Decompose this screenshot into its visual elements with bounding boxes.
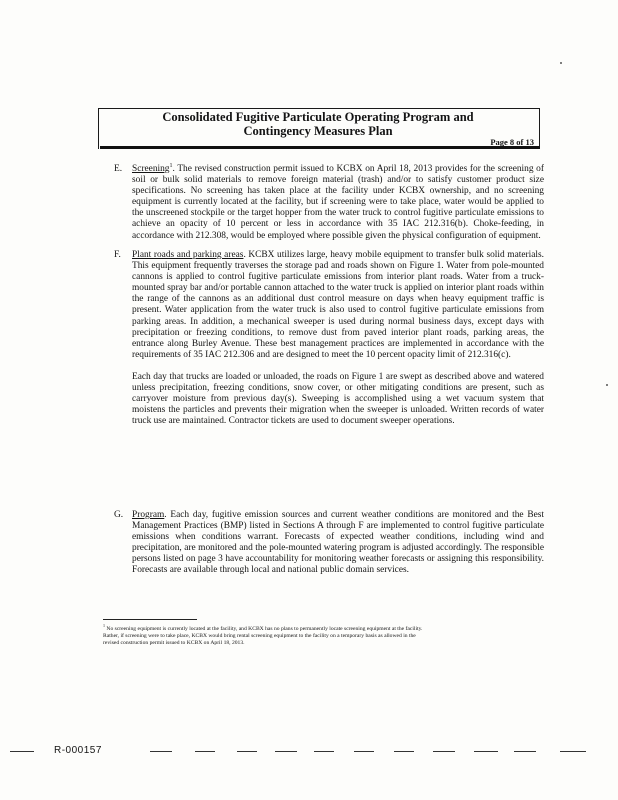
scan-dash [474, 751, 498, 752]
header-box-shadow [100, 146, 540, 149]
scan-dash [394, 751, 414, 752]
section-letter: G. [114, 510, 124, 520]
title-line-1: Consolidated Fugitive Particulate Operating Program and [162, 110, 474, 124]
scan-dash [237, 751, 257, 752]
scan-dash [195, 751, 215, 752]
section-heading: Plant roads and parking areas [132, 250, 244, 260]
page-number: Page 8 of 13 [490, 137, 534, 147]
section-letter: E. [114, 164, 123, 174]
footnote-text: No screening equipment is currently located at the facility, and KCBX has no plans to permanently locate screening equipment at the facility. Rather, if screening were to take place, KCBX would bring rental screening equipment to the facility on a temporary basis as allowed in the revised construction permit issued to KCBX on April 18, 2013. [103, 625, 423, 647]
section-text: . KCBX utilizes large, heavy mobile equipment to transfer bulk solid materials. This equipment frequently traverses the storage pad and roads shown on Figure 1. Water from pole-mounted cannons is applied to control fugitive particulate emissions from interior plant roads. Water from a truck-mounted spray bar and/or portable cannon attached to the water truck is applied on interior plant roads within the range of the cannons as an additional dust control measure on days when heavy equipment traffic is present. Water application from the water truck is also used to control fugitive particulate emissions from parking areas. In addition, a mechanical sweeper is used during normal business days, except days with precipitation or freezing conditions, to remove dust from paved interior plant roads, parking areas, the entrance along Burley Avenue. These best management practices are implemented in accordance with the requirements of 35 IAC 212.306 and are designed to meet the 10 percent opacity limit of 212.316(c). [132, 250, 544, 360]
scan-dash [354, 751, 374, 752]
section-e [114, 164, 544, 242]
document-title [98, 110, 538, 138]
scan-dash [560, 751, 586, 752]
footnote-divider [103, 619, 197, 620]
section-body [132, 250, 544, 427]
section-f [114, 250, 544, 427]
section-body [132, 510, 544, 577]
scan-speck [560, 62, 562, 64]
footnote-reference: 1 [169, 162, 173, 169]
section-text: . The revised construction permit issued to KCBX on April 18, 2013 provides for the screening of soil or bulk solid materials to remove foreign material (trash) and/or to satisfy customer product size specifications. No screening has taken place at the facility under KCBX ownership, and no screening equipment is currently located at the facility, but if screening were to take place, water would be applied to the unscreened stockpile or the target hopper from the water truck to control fugitive particulate emissions to achieve an opacity of 10 percent or less in accordance with 35 IAC 212.316(b). Choke-feeding, in accordance with 212.308, would be employed where possible given the physical configuration of equipment. [132, 164, 544, 241]
section-heading: Screening [132, 164, 170, 174]
section-letter: F. [114, 250, 121, 260]
footnote-marker: 1 [103, 623, 105, 628]
section-paragraph-2: Each day that trucks are loaded or unloaded, the roads on Figure 1 are swept as described above and watered unless precipitation, freezing conditions, snow cover, or other mitigating conditions are present, such as carryover moisture from previous day(s). Sweeping is accomplished using a wet vacuum system that moistens the particles and prevents their migration when the sweeper is unloaded. Written records of water truck use are maintained. Contractor tickets are used to document sweeper operations. [132, 371, 544, 427]
section-text: . Each day, fugitive emission sources and current weather conditions are monitored and the Best Management Practices (BMP) listed in Sections A through F are implemented to control fugitive particulate emissions when conditions warrant. Forecasts of expected weather conditions, including wind and precipitation, are monitored and the pole-mounted watering program is adjusted accordingly. The responsible persons listed on page 3 have accountability for monitoring weather forecasts or assigning this responsibility. Forecasts are available through local and national public domain services. [132, 510, 544, 576]
title-line-2: Contingency Measures Plan [243, 124, 393, 138]
section-g [114, 510, 544, 577]
bates-number: R-000157 [54, 745, 102, 756]
scan-speck [606, 384, 608, 386]
footnote [103, 622, 433, 648]
scan-dash [433, 751, 455, 752]
section-body [132, 164, 544, 242]
scan-dash [514, 751, 536, 752]
scan-dash [10, 751, 34, 752]
section-heading: Program [132, 510, 165, 520]
scan-dash [150, 751, 172, 752]
scan-dash [275, 751, 297, 752]
scan-dash [314, 751, 334, 752]
